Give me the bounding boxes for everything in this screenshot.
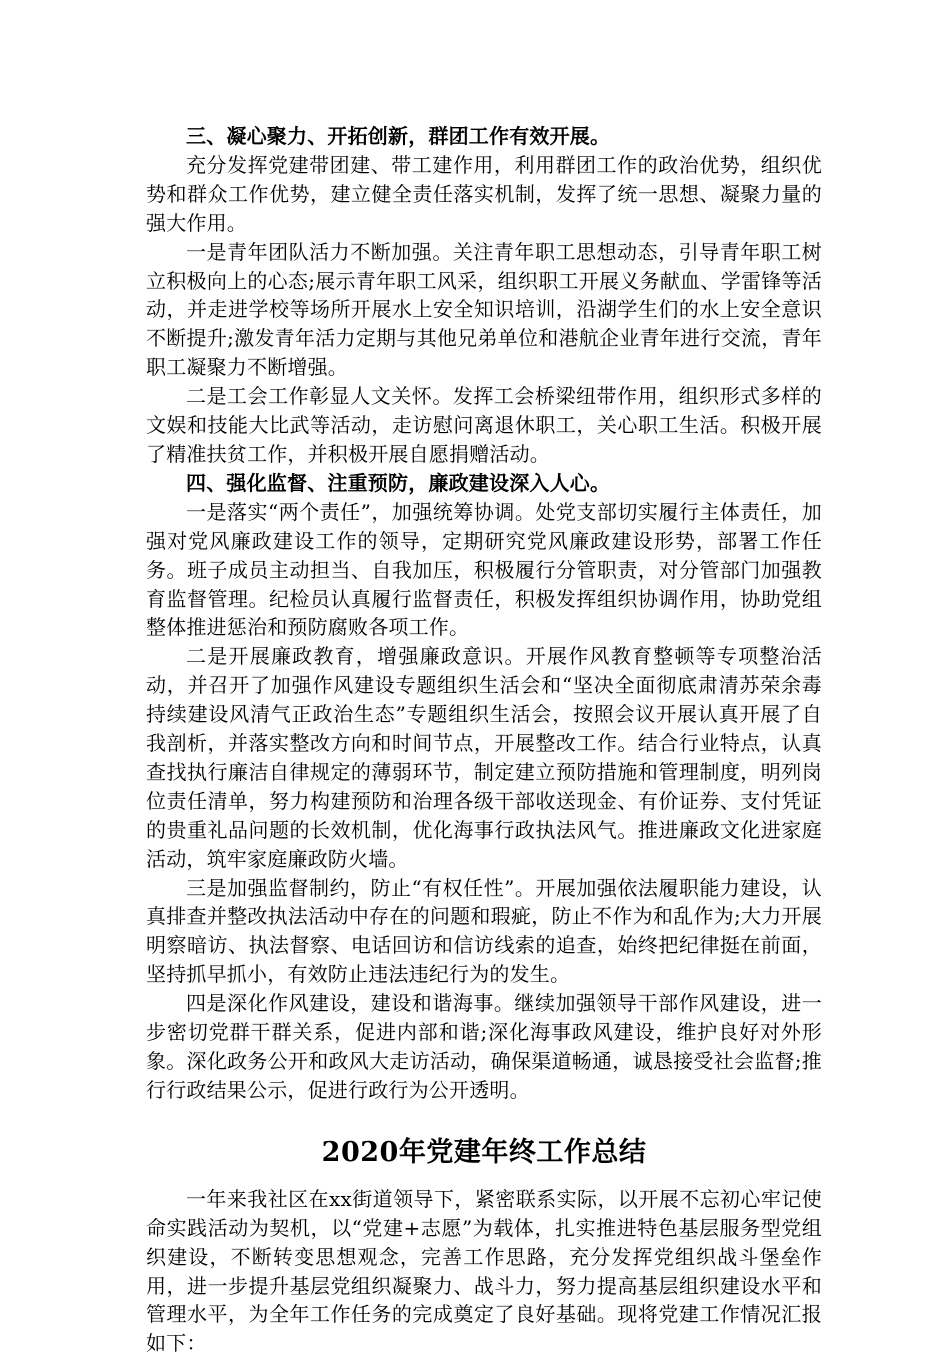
document-intro-paragraph: 一年来我社区在xx街道领导下，紧密联系实际，以开展不忘初心牢记使命实践活动为契机，以“党建+志愿”为载体，扎实推进特色基层服务型党组织建设，不断转变思想观念，完善工作思路，充分发挥党组织战斗堡垒作用，进一步提升基层党组织凝聚力、战斗力，努力提高基层组织建设水平和管理水平，为全年工作任务的完成奠定了良好基础。现将党建工作情况汇报如下： (146, 1186, 822, 1356)
section-3-paragraph-2: 一是青年团队活力不断加强。关注青年职工思想动态，引导青年职工树立积极向上的心态;展示青年职工风采，组织职工开展义务献血、学雷锋等活动，并走进学校等场所开展水上安全知识培训，沿湖学生们的水上安全意识不断提升;激发青年活力定期与其他兄弟单位和港航企业青年进行交流，青年职工凝聚力不断增强。 (146, 239, 822, 380)
section-3-paragraph-1: 充分发挥党建带团建、带工建作用，利用群团工作的政治优势，组织优势和群众工作优势，建立健全责任落实机制，发挥了统一思想、凝聚力量的强大作用。 (146, 152, 822, 235)
section-4-paragraph-1: 一是落实“两个责任”，加强统筹协调。处党支部切实履行主体责任，加强对党风廉政建设工作的领导，定期研究党风廉政建设形势，部署工作任务。班子成员主动担当、自我加压，积极履行分管职责，对分管部门加强教育监督管理。纪检员认真履行监督责任，积极发挥组织协调作用，协助党组整体推进惩治和预防腐败各项工作。 (146, 499, 822, 640)
section-3-heading: 三、凝心聚力、开拓创新，群团工作有效开展。 (186, 124, 611, 148)
section-3-paragraph-3: 二是工会工作彰显人文关怀。发挥工会桥梁纽带作用，组织形式多样的文娱和技能大比武等活动，走访慰问离退休职工，关心职工生活。积极开展了精准扶贫工作，并积极开展自愿捐赠活动。 (146, 384, 822, 466)
section-4-paragraph-2: 二是开展廉政教育，增强廉政意识。开展作风教育整顿等专项整治活动，并召开了加强作风建设专题组织生活会和“坚决全面彻底肃清苏荣余毒持续建设风清气正政治生态”专题组织生活会，按照会议开展认真开展了自我剖析，并落实整改方向和时间节点，开展整改工作。结合行业特点，认真查找执行廉洁自律规定的薄弱环节，制定建立预防措施和管理制度，明列岗位责任清单，努力构建预防和治理各级干部收送现金、有价证券、支付凭证的贵重礼品问题的长效机制，优化海事行政执法风气。推进廉政文化进家庭活动，筑牢家庭廉政防火墙。 (146, 644, 822, 871)
section-4-heading: 四、强化监督、注重预防，廉政建设深入人心。 (186, 470, 611, 495)
document-title: 2020年党建年终工作总结 (321, 1136, 647, 1168)
section-4-paragraph-3: 三是加强监督制约，防止“有权任性”。开展加强依法履职能力建设，认真排查并整改执法活动中存在的问题和瑕疵，防止不作为和乱作为;大力开展明察暗访、执法督察、电话回访和信访线索的追查，始终把纪律挺在前面，坚持抓早抓小，有效防止违法违纪行为的发生。 (146, 875, 822, 987)
section-4-paragraph-4: 四是深化作风建设，建设和谐海事。继续加强领导干部作风建设，进一步密切党群干群关系，促进内部和谐;深化海事政风建设，维护良好对外形象。深化政务公开和政风大走访活动，确保渠道畅通，诚恳接受社会监督;推行行政结果公示，促进行政行为公开透明。 (146, 991, 822, 1102)
document-body (146, 122, 822, 1358)
